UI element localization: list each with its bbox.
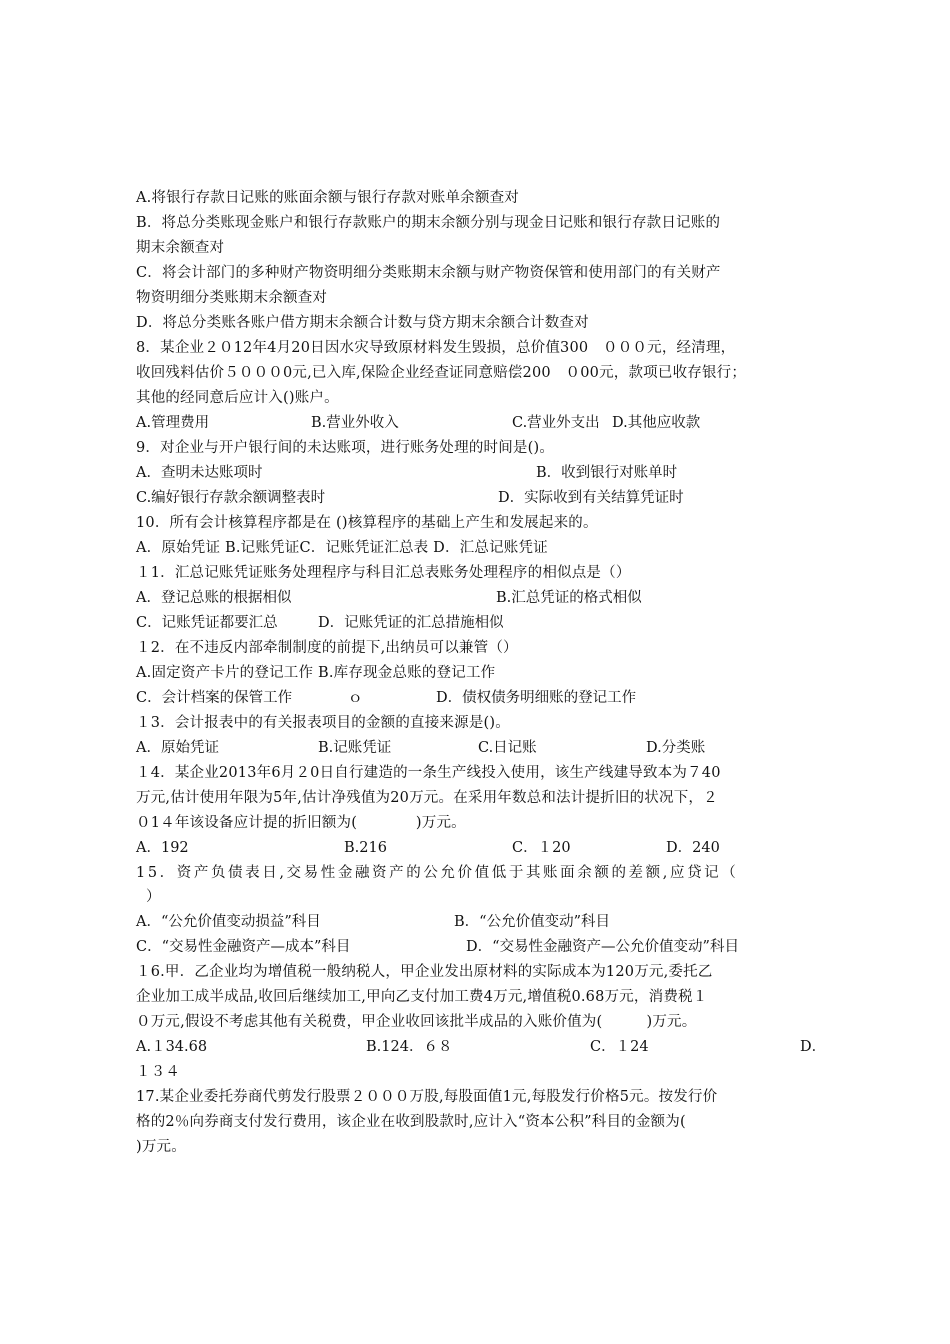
q14-stem-cont2: ０1４年该设备应计提的折旧额为( )万元。 — [136, 815, 466, 831]
q9-option-c: C.编好银行存款余额调整表时 — [136, 490, 326, 506]
q13-option-b: B.记账凭证 — [318, 740, 392, 756]
q16-option-a: A.１34.68 — [136, 1039, 208, 1055]
q7-option-a: A.将银行存款日记账的账面余额与银行存款对账单余额查对 — [136, 190, 519, 206]
q15-option-c: C．“交易性金融资产—成本”科目 — [136, 939, 351, 955]
q9-option-a: A．查明未达账项时 — [136, 465, 263, 481]
q11-option-b: B.汇总凭证的格式相似 — [496, 590, 642, 606]
q9-option-b: B．收到银行对账单时 — [536, 465, 678, 481]
q12-option-c: C．会计档案的保管工作 — [136, 690, 293, 706]
q17-stem: 17.某企业委托券商代剪发行股票２０００万股,每股面值1元,每股发行价格5元。按发行价 — [136, 1089, 718, 1105]
q14-option-c: C．１20 — [512, 840, 571, 856]
q15-stem-cont: ） — [146, 889, 161, 905]
q8-option-d: D.其他应收款 — [612, 415, 701, 431]
q13-option-d: D.分类账 — [646, 740, 706, 756]
q15-option-a: A．“公允价值变动损益”科目 — [136, 914, 321, 930]
q7-option-b: B．将总分类账现金账户和银行存款账户的期末余额分别与现金日记账和银行存款日记账的 — [136, 215, 721, 231]
q8-option-a: A.管理费用 — [136, 415, 210, 431]
q16-stem-cont: 企业加工成半成品,收回后继续加工,甲向乙支付加工费4万元,增值税0.68万元，消费税１ — [136, 989, 708, 1005]
q14-stem: １4．某企业2013年6月２0日自行建造的一条生产线投入使用，该生产线建导致本为７40 — [136, 765, 721, 781]
q11-option-d: D．记账凭证的汇总措施相似 — [318, 615, 504, 631]
stray-mark: ｏ — [348, 690, 363, 706]
q14-option-a: A．192 — [136, 840, 189, 856]
q8-stem: 8．某企业２０12年4月20日因水灾导致原材料发生毁损，总价值300 ０００元，经清理， — [136, 340, 736, 356]
q12-option-d: D．债权债务明细账的登记工作 — [436, 690, 637, 706]
q9-option-d: D．实际收到有关结算凭证时 — [498, 490, 684, 506]
q13-stem: １3．会计报表中的有关报表项目的金额的直接来源是()。 — [136, 715, 510, 731]
q16-option-c: C．１24 — [590, 1039, 649, 1055]
q13-option-a: A．原始凭证 — [136, 740, 219, 756]
q14-stem-cont: 万元,估计使用年限为5年,估计净残值为20万元。在采用年数总和法计提折旧的状况下，２ — [136, 790, 718, 806]
q7-option-d: D．将总分类账各账户借方期末余额合计数与贷方期末余额合计数查对 — [136, 315, 589, 331]
q7-option-b-cont: 期末余额查对 — [136, 240, 225, 256]
q7-option-c: C．将会计部门的多种财产物资明细分类账期末余额与财产物资保管和使用部门的有关财产 — [136, 265, 721, 281]
q16-stem-cont2: ０万元,假设不考虑其他有关税费，甲企业收回该批半成品的入账价值为( )万元。 — [136, 1014, 697, 1030]
q16-stem: １6.甲．乙企业均为增值税一般纳税人，甲企业发出原材料的实际成本为120万元,委托乙 — [136, 964, 713, 980]
q10-options: A．原始凭证 B.记账凭证C．记账凭证汇总表 D．汇总记账凭证 — [136, 540, 548, 556]
q8-option-c: C.营业外支出 — [512, 415, 600, 431]
q11-option-a: A．登记总账的根据相似 — [136, 590, 292, 606]
q14-option-b: B.216 — [344, 840, 387, 856]
q8-stem-cont2: 其他的经同意后应计入()账户。 — [136, 390, 339, 406]
q7-option-c-cont: 物资明细分类账期末余额查对 — [136, 290, 328, 306]
q8-stem-cont: 收回残料估价５０００0元,已入库,保险企业经查证同意赔偿200 ０00元，款项已收存银行； — [136, 365, 747, 381]
q17-stem-cont: 格的2％向券商支付发行费用，该企业在收到股款时,应计入“资本公积”科目的金额为( — [136, 1114, 686, 1130]
q11-stem: １1．汇总记账凭证账务处理程序与科目汇总表账务处理程序的相似点是（） — [136, 565, 631, 581]
q12-options-ab: A.固定资产卡片的登记工作 B.库存现金总账的登记工作 — [136, 665, 496, 681]
q15-option-b: B．“公允价值变动”科目 — [454, 914, 610, 930]
q8-option-b: B.营业外收入 — [311, 415, 399, 431]
q16-option-b: B.124．６８ — [366, 1039, 453, 1055]
q13-option-c: C.日记账 — [478, 740, 537, 756]
q9-stem: 9．对企业与开户银行间的未达账项，进行账务处理的时间是()。 — [136, 440, 555, 456]
q11-option-c: C．记账凭证都要汇总 — [136, 615, 278, 631]
q15-option-d: D．“交易性金融资产—公允价值变动”科目 — [466, 939, 739, 955]
q16-option-d: D． — [800, 1039, 827, 1055]
q10-stem: 10．所有会计核算程序都是在 ()核算程序的基础上产生和发展起来的。 — [136, 515, 598, 531]
q15-stem: 15．资产负债表日,交易性金融资产的公允价值低于其账面余额的差额,应贷记（ — [136, 865, 739, 881]
q17-stem-cont2: )万元。 — [136, 1139, 186, 1155]
q16-option-d-value: １３４ — [136, 1064, 181, 1080]
q12-stem: １2．在不违反内部牵制制度的前提下,出纳员可以兼管（） — [136, 640, 518, 656]
q14-option-d: D．240 — [666, 840, 720, 856]
